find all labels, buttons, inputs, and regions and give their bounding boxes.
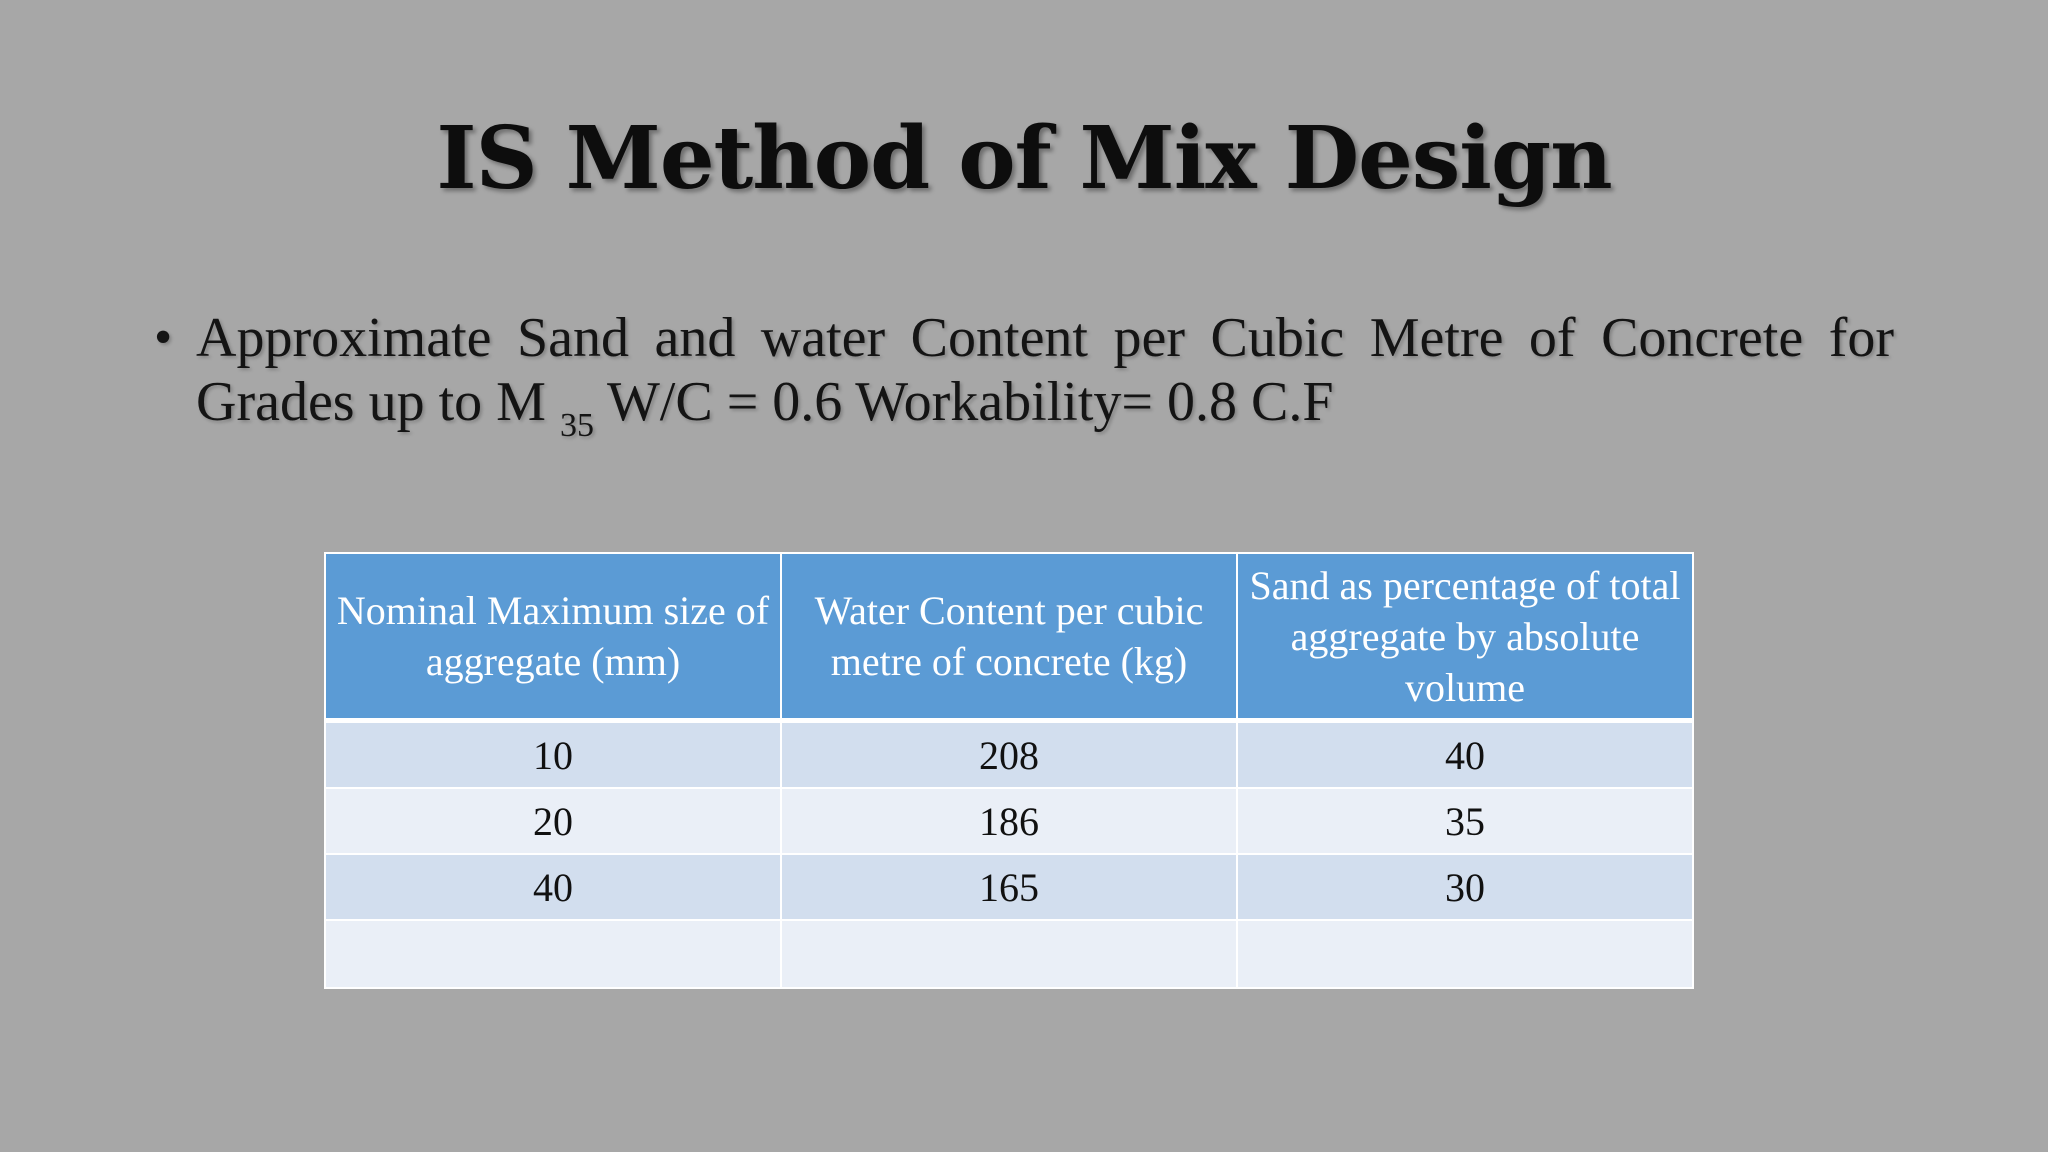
header-sand-percentage: Sand as percentage of total aggregate by absolute volume <box>1237 553 1693 721</box>
bullet-marker: • <box>154 309 173 366</box>
bullet-text-rest: W/C = 0.6 Workability= 0.8 C.F <box>593 371 1334 433</box>
cell-empty <box>1237 920 1693 988</box>
table-row <box>325 721 1693 789</box>
header-nominal-max-size: Nominal Maximum size of aggregate (mm) <box>325 553 781 721</box>
cell-aggregate-size: 20 <box>325 788 781 854</box>
cell-empty <box>325 920 781 988</box>
cell-sand-percentage: 35 <box>1237 788 1693 854</box>
cell-empty <box>781 920 1237 988</box>
bullet-text-main: Approximate Sand and water Content per Cubic Metre of Concrete for Grades up to M <box>196 307 1894 433</box>
table-header-row <box>325 553 1693 721</box>
header-water-content: Water Content per cubic metre of concrete (kg) <box>781 553 1237 721</box>
mix-design-table <box>324 552 1694 989</box>
table-row <box>325 854 1693 920</box>
table-row <box>325 788 1693 854</box>
cell-water-content: 208 <box>781 721 1237 789</box>
bullet-subscript: 35 <box>559 407 594 444</box>
cell-sand-percentage: 30 <box>1237 854 1693 920</box>
bullet-text <box>196 306 1894 444</box>
cell-aggregate-size: 10 <box>325 721 781 789</box>
slide-title: IS Method of Mix Design <box>436 108 1612 209</box>
cell-water-content: 165 <box>781 854 1237 920</box>
table-row-empty <box>325 920 1693 988</box>
bullet-point <box>154 306 1894 444</box>
cell-water-content: 186 <box>781 788 1237 854</box>
cell-aggregate-size: 40 <box>325 854 781 920</box>
cell-sand-percentage: 40 <box>1237 721 1693 789</box>
